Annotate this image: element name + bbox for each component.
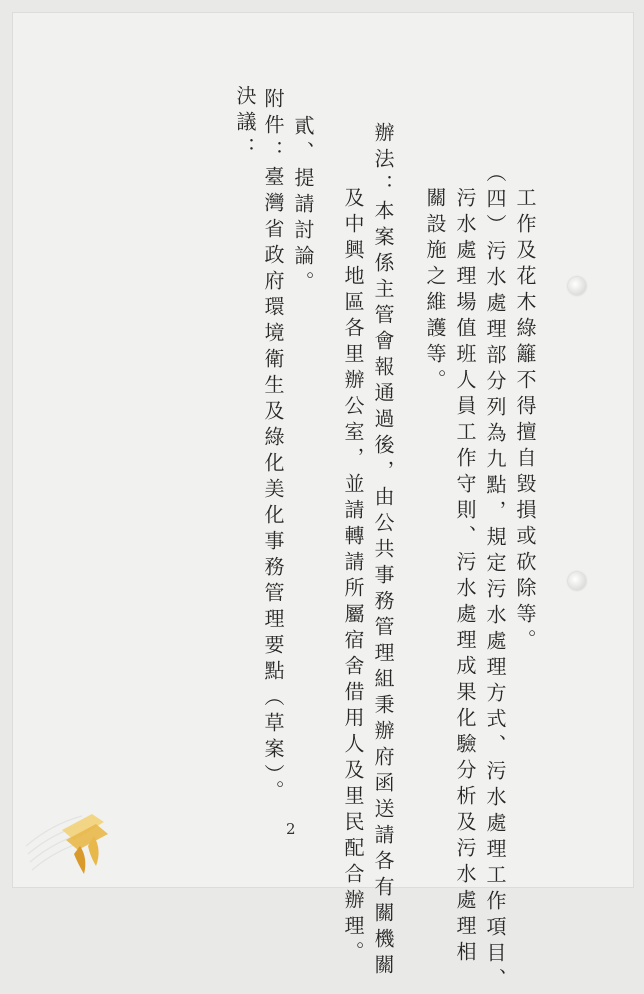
page-number: 2 xyxy=(286,820,296,838)
punch-hole-top xyxy=(568,277,586,295)
text-column-6: 及中興地區各里辦公室，並請轉請所屬宿舍借用人及里民配合辦理。 xyxy=(341,187,365,967)
document-page xyxy=(12,12,634,994)
text-column-1: 工作及花木綠籬不得擅自毀損或砍除等。 xyxy=(513,187,537,655)
text-column-9: 決議： xyxy=(233,85,257,163)
text-column-8: 附件：臺灣省政府環境衛生及綠化美化事務管理要點（草案）。 xyxy=(261,88,285,806)
text-column-5: 辦法：本案係主管會報通過後，由公共事務管理組秉辦府函送請各有關機關 xyxy=(371,122,395,980)
text-column-3: 污水處理場值班人員工作守則、污水處理成果化驗分析及污水處理相 xyxy=(453,187,477,967)
text-column-4: 關設施之維護等。 xyxy=(423,187,447,395)
punch-hole-bottom xyxy=(568,572,586,590)
text-column-2: （四）污水處理部分列為九點，規定污水處理方式、污水處理工作項目、 xyxy=(483,162,507,994)
text-column-7: 貳、提請討論。 xyxy=(291,115,315,297)
archive-emblem-icon xyxy=(22,806,122,880)
